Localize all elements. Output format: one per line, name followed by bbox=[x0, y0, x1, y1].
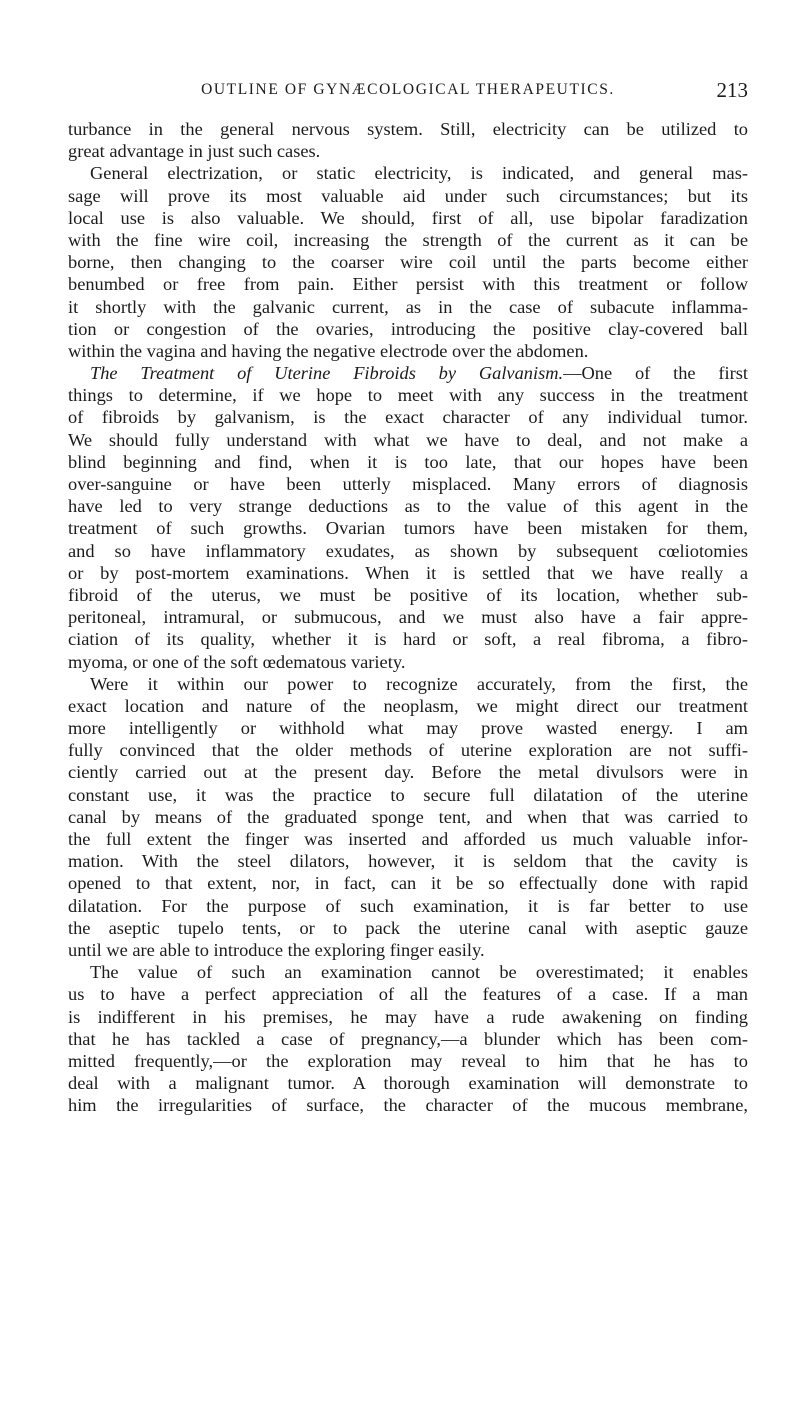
line-text: We should fully understand with what we have to deal, and not make a bbox=[68, 429, 748, 450]
text-line bbox=[68, 983, 748, 1005]
line-text: dilatation. For the purpose of such examination, it is far better to use bbox=[68, 895, 748, 916]
text-line bbox=[68, 628, 748, 650]
text-line bbox=[68, 850, 748, 872]
text-line bbox=[68, 761, 748, 783]
text-line bbox=[68, 872, 748, 894]
line-text: or by post-mortem examinations. When it is settled that we have really a bbox=[68, 562, 748, 583]
text-line bbox=[68, 1072, 748, 1094]
line-text: over-sanguine or have been utterly misplaced. Many errors of diagnosis bbox=[68, 474, 748, 494]
text-line bbox=[68, 185, 748, 207]
line-text: the full extent the finger was inserted and afforded us much valuable infor- bbox=[68, 829, 748, 849]
text-line bbox=[68, 495, 748, 517]
text-line bbox=[68, 1028, 748, 1050]
line-text: tion or congestion of the ovaries, introducing the positive clay-covered ball bbox=[68, 318, 748, 339]
line-text: ciation of its quality, whether it is hard or soft, a real fibroma, a fibro- bbox=[68, 629, 748, 650]
text-line bbox=[68, 939, 748, 961]
text-line bbox=[68, 318, 748, 340]
line-text: the aseptic tupelo tents, or to pack the uterine canal with aseptic gauze bbox=[68, 917, 748, 938]
text-line bbox=[68, 362, 748, 384]
text-line bbox=[68, 584, 748, 606]
text-line bbox=[68, 229, 748, 251]
text-line bbox=[68, 562, 748, 584]
line-text: myoma, or one of the soft œdematous variety. bbox=[68, 651, 406, 672]
text-line bbox=[68, 140, 748, 162]
text-line bbox=[68, 406, 748, 428]
text-line bbox=[68, 517, 748, 539]
text-line bbox=[68, 251, 748, 273]
line-text: borne, then changing to the coarser wire coil until the parts become either bbox=[68, 252, 748, 273]
text-line bbox=[68, 1006, 748, 1028]
line-text: constant use, it was the practice to secure full dilatation of the uterine bbox=[68, 784, 748, 805]
line-text: opened to that extent, nor, in fact, can it be so effectually done with rapid bbox=[68, 873, 748, 894]
line-text: The value of such an examination cannot be overestimated; it enables bbox=[90, 962, 748, 983]
text-line bbox=[68, 606, 748, 628]
text-line bbox=[68, 118, 748, 140]
text-line bbox=[68, 895, 748, 917]
text-line bbox=[68, 384, 748, 406]
line-text: that he has tackled a case of pregnancy,—a blunder which has been com- bbox=[68, 1028, 748, 1049]
line-text: of fibroids by galvanism, is the exact character of any individual tumor. bbox=[68, 407, 748, 428]
text-line bbox=[68, 784, 748, 806]
line-text: blind beginning and find, when it is too late, that our hopes have been bbox=[68, 451, 748, 472]
text-line bbox=[68, 917, 748, 939]
line-text: benumbed or free from pain. Either persist with this treatment or follow bbox=[68, 274, 748, 295]
line-text: is indifferent in his premises, he may have a rude awakening on finding bbox=[68, 1006, 748, 1027]
line-text: it shortly with the galvanic current, as in the case of subacute inflamma- bbox=[68, 296, 748, 317]
line-text: canal by means of the graduated sponge tent, and when that was carried to bbox=[68, 806, 748, 827]
line-text: exact location and nature of the neoplasm, we might direct our treatment bbox=[68, 695, 748, 716]
text-line bbox=[68, 429, 748, 451]
line-text: and so have inflammatory exudates, as shown by subsequent cœliotomies bbox=[68, 540, 748, 561]
text-line bbox=[68, 162, 748, 184]
text-line bbox=[68, 695, 748, 717]
text-line bbox=[68, 1050, 748, 1072]
line-text: —One of the first bbox=[563, 363, 749, 384]
running-head bbox=[68, 78, 748, 104]
line-text: us to have a perfect appreciation of all the features of a case. If a man bbox=[68, 984, 748, 1005]
line-text: sage will prove its most valuable aid under such circumstances; but its bbox=[68, 185, 748, 206]
line-text: have led to very strange deductions as to the value of this agent in the bbox=[68, 496, 748, 517]
line-text: mitted frequently,—or the exploration may reveal to him that he has to bbox=[68, 1050, 748, 1071]
line-text: him the irregularities of surface, the character of the mucous membrane, bbox=[68, 1095, 748, 1116]
line-text: General electrization, or static electricity, is indicated, and general mas- bbox=[90, 163, 748, 184]
text-line bbox=[68, 673, 748, 695]
line-text: local use is also valuable. We should, first of all, use bipolar faradization bbox=[68, 207, 748, 228]
text-line bbox=[68, 207, 748, 229]
text-line bbox=[68, 806, 748, 828]
line-text: peritoneal, intramural, or submucous, and we must also have a fair appre- bbox=[68, 607, 748, 628]
page-number: 213 bbox=[716, 78, 748, 102]
text-line bbox=[68, 340, 748, 362]
line-text: mation. With the steel dilators, however, it is seldom that the cavity is bbox=[68, 851, 748, 872]
text-line bbox=[68, 961, 748, 983]
line-text: Were it within our power to recognize accurately, from the first, the bbox=[90, 673, 748, 694]
text-line bbox=[68, 739, 748, 761]
line-text: within the vagina and having the negative electrode over the abdomen. bbox=[68, 340, 589, 361]
body-text bbox=[68, 118, 748, 1116]
text-line bbox=[68, 273, 748, 295]
text-line bbox=[68, 451, 748, 473]
text-line bbox=[68, 540, 748, 562]
running-title: OUTLINE OF GYNÆCOLOGICAL THERAPEUTICS. bbox=[201, 81, 615, 98]
line-text: until we are able to introduce the exploring finger easily. bbox=[68, 939, 485, 960]
line-text: great advantage in just such cases. bbox=[68, 141, 321, 162]
text-line bbox=[68, 473, 748, 495]
section-heading: The Treatment of Uterine Fibroids by Galvanism. bbox=[90, 363, 564, 384]
line-text: things to determine, if we hope to meet with any success in the treatment bbox=[68, 385, 748, 406]
text-line bbox=[68, 651, 748, 673]
line-text: more intelligently or withhold what may prove wasted energy. I am bbox=[68, 718, 748, 739]
text-line bbox=[68, 717, 748, 739]
line-text: fully convinced that the older methods of uterine exploration are not suffi- bbox=[68, 740, 748, 761]
line-text: ciently carried out at the present day. Before the metal divulsors were in bbox=[68, 762, 748, 783]
line-text: turbance in the general nervous system. Still, electricity can be utilized to bbox=[68, 119, 748, 139]
text-line bbox=[68, 828, 748, 850]
text-line bbox=[68, 296, 748, 318]
line-text: deal with a malignant tumor. A thorough examination will demonstrate to bbox=[68, 1073, 748, 1094]
line-text: with the fine wire coil, increasing the strength of the current as it can be bbox=[68, 229, 748, 250]
line-text: fibroid of the uterus, we must be positive of its location, whether sub- bbox=[68, 584, 748, 605]
text-line bbox=[68, 1094, 748, 1116]
line-text: treatment of such growths. Ovarian tumors have been mistaken for them, bbox=[68, 518, 748, 539]
